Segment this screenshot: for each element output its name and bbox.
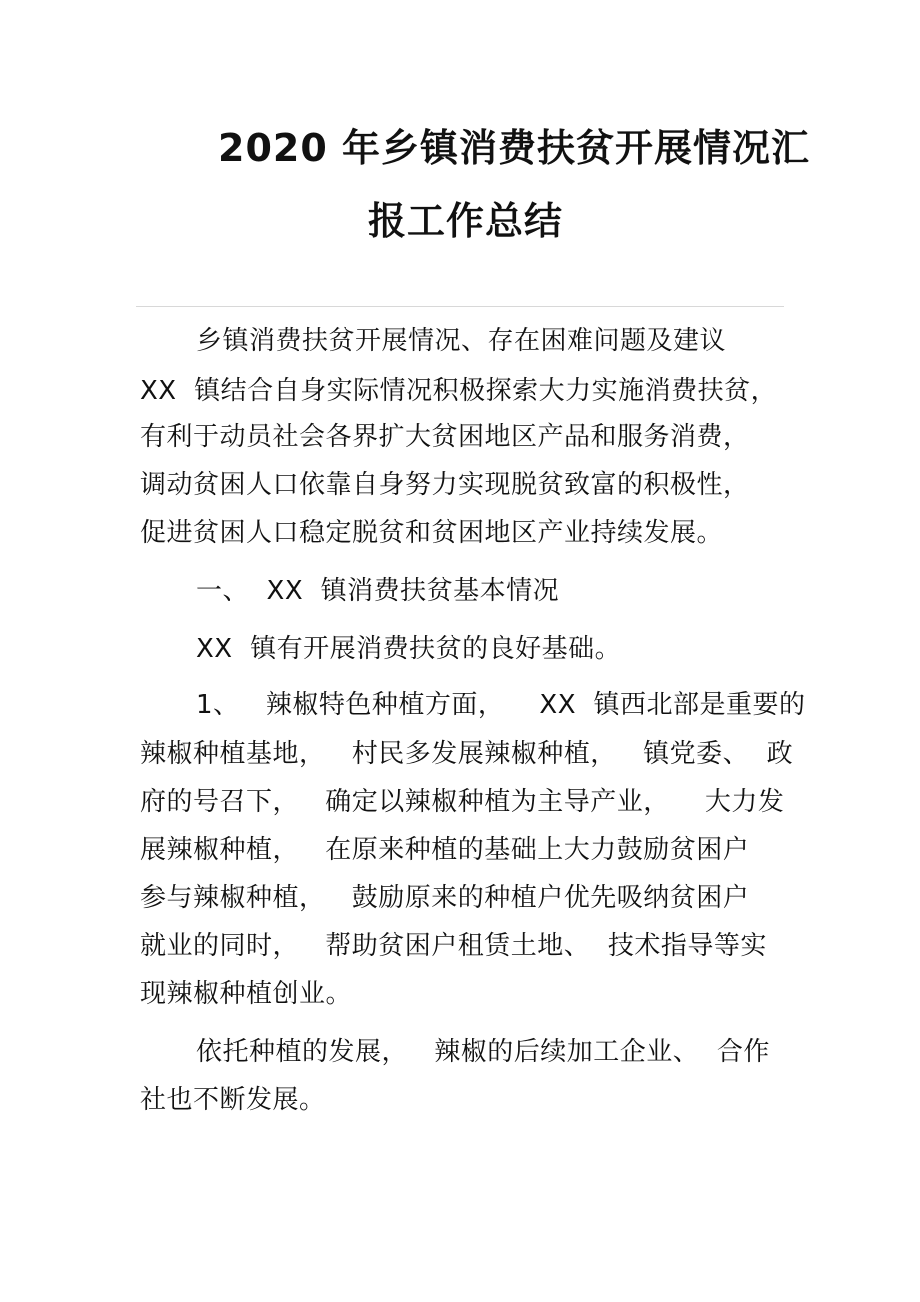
body-line-12: 就业的同时， 帮助贫困户租赁土地、 技术指导等实 [140,931,767,961]
body-line-2: XX 镇结合自身实际情况积极探索大力实施消费扶贫， [140,376,778,406]
body-line-10: 展辣椒种植， 在原来种植的基础上大力鼓励贫困户 [140,835,750,865]
body-line-4: 调动贫困人口依靠自身努力实现脱贫致富的积极性， [140,470,750,500]
body-line-6: XX 镇有开展消费扶贫的良好基础。 [196,634,622,664]
body-line-1: 乡镇消费扶贫开展情况、存在困难问题及建议 [196,326,727,356]
document-title-line-2: 报工作总结 [368,199,564,243]
document-title-line-1: 2020 年乡镇消费扶贫开展情况汇 [218,126,810,170]
body-line-7: 1、 辣椒特色种植方面， XX 镇西北部是重要的 [196,690,806,720]
body-line-14: 依托种植的发展， 辣椒的后续加工企业、 合作 [196,1037,770,1067]
body-line-9: 府的号召下， 确定以辣椒种植为主导产业， 大力发 [140,787,785,817]
section-heading-1: 一、 XX 镇消费扶贫基本情况 [196,576,560,606]
body-line-5: 促进贫困人口稳定脱贫和贫困地区产业持续发展。 [140,518,724,548]
title-divider [136,306,784,307]
body-line-15: 社也不断发展。 [140,1085,326,1115]
body-line-8: 辣椒种植基地， 村民多发展辣椒种植， 镇党委、 政 [140,739,794,769]
body-line-13: 现辣椒种植创业。 [140,979,353,1009]
body-line-3: 有利于动员社会各界扩大贫困地区产品和服务消费， [140,422,750,452]
body-line-11: 参与辣椒种植， 鼓励原来的种植户优先吸纳贫困户 [140,883,750,913]
